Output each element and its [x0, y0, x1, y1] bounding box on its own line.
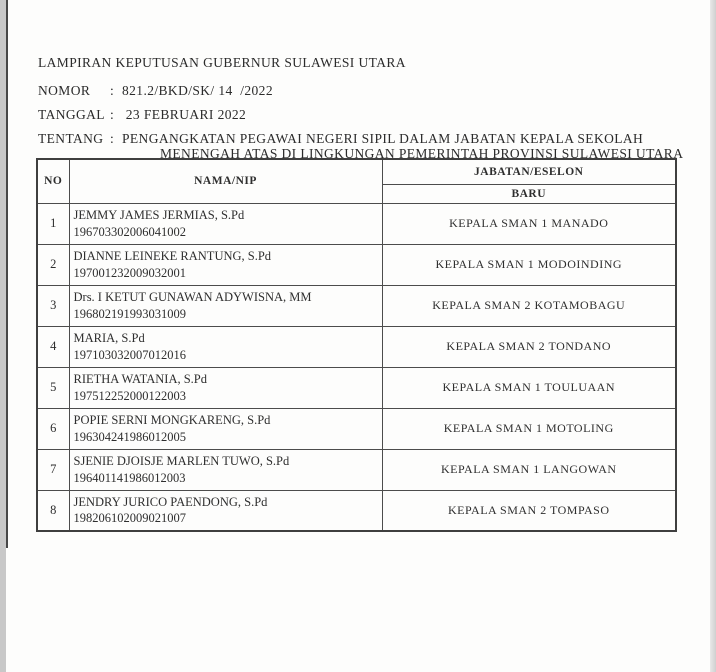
cell-no: 3: [37, 285, 69, 326]
cell-no: 6: [37, 408, 69, 449]
appointment-table-header: [37, 159, 676, 203]
meta-row-tentang: [38, 131, 686, 161]
cell-jabatan: KEPALA SMAN 2 TOMPASO: [382, 490, 676, 531]
meta-separator: :: [110, 83, 115, 98]
cell-jabatan: KEPALA SMAN 2 TONDANO: [382, 326, 676, 367]
meta-row-tanggal: [38, 107, 686, 122]
cell-no: 7: [37, 449, 69, 490]
column-header-no: NO: [37, 159, 69, 203]
nama-text: SJENIE DJOISJE MARLEN TUWO, S.Pd: [73, 454, 290, 469]
cell-no: 4: [37, 326, 69, 367]
cell-jabatan: KEPALA SMAN 1 MOTOLING: [382, 408, 676, 449]
nip-text: 197512252000122003: [73, 388, 186, 403]
table-row: [37, 244, 676, 285]
cell-no: 1: [37, 203, 69, 244]
table-row: [37, 285, 676, 326]
cell-nama-nip: [69, 490, 382, 531]
nip-text: 197001232009032001: [73, 265, 186, 280]
scan-left-edge-line: [6, 0, 8, 548]
nama-text: Drs. I KETUT GUNAWAN ADYWISNA, MM: [73, 290, 312, 305]
table-row: [37, 367, 676, 408]
nip-text: 197103032007012016: [73, 347, 186, 362]
cell-jabatan: KEPALA SMAN 1 MODOINDING: [382, 244, 676, 285]
scan-right-edge-strip: [710, 0, 716, 672]
cell-nama-nip: [69, 326, 382, 367]
tentang-line-1: PENGANGKATAN PEGAWAI NEGERI SIPIL DALAM JABATAN KEPALA SEKOLAH: [122, 131, 644, 146]
cell-nama-nip: [69, 285, 382, 326]
cell-nama-nip: [69, 449, 382, 490]
column-header-nama-nip: NAMA/NIP: [69, 159, 382, 203]
meta-row-nomor: [38, 83, 686, 98]
appointment-table-body: [37, 203, 676, 531]
cell-jabatan: KEPALA SMAN 1 TOULUAAN: [382, 367, 676, 408]
table-row: [37, 449, 676, 490]
cell-nama-nip: [69, 203, 382, 244]
meta-label-nomor: NOMOR: [38, 83, 91, 98]
tentang-line-2: MENENGAH ATAS DI LINGKUNGAN PEMERINTAH PROVINSI SULAWESI UTARA: [160, 146, 684, 161]
cell-no: 8: [37, 490, 69, 531]
table-row: [37, 203, 676, 244]
column-subheader-baru: BARU: [382, 184, 676, 203]
cell-nama-nip: [69, 408, 382, 449]
table-row: [37, 408, 676, 449]
nama-text: MARIA, S.Pd: [73, 331, 145, 346]
nama-text: DIANNE LEINEKE RANTUNG, S.Pd: [73, 249, 272, 264]
cell-nama-nip: [69, 367, 382, 408]
table-row: [37, 326, 676, 367]
meta-separator: :: [110, 131, 115, 146]
nip-text: 196802191993031009: [73, 306, 186, 321]
nip-text: 198206102009021007: [73, 511, 186, 526]
cell-jabatan: KEPALA SMAN 2 KOTAMOBAGU: [382, 285, 676, 326]
cell-jabatan: KEPALA SMAN 1 MANADO: [382, 203, 676, 244]
cell-no: 5: [37, 367, 69, 408]
table-row: [37, 490, 676, 531]
nama-text: POPIE SERNI MONGKARENG, S.Pd: [73, 413, 271, 428]
nama-text: JEMMY JAMES JERMIAS, S.Pd: [73, 208, 245, 223]
appointment-table: [36, 158, 677, 532]
nip-text: 196304241986012005: [73, 429, 186, 444]
nip-text: 196703302006041002: [73, 224, 186, 239]
document-title: LAMPIRAN KEPUTUSAN GUBERNUR SULAWESI UTARA: [38, 55, 406, 70]
nip-text: 196401141986012003: [73, 470, 186, 485]
document-header: [38, 55, 686, 161]
column-header-jabatan-eselon: JABATAN/ESELON: [382, 159, 676, 184]
meta-label-tanggal: TANGGAL: [38, 107, 105, 122]
meta-value-nomor: 821.2/BKD/SK/ 14 /2022: [122, 83, 273, 98]
nama-text: RIETHA WATANIA, S.Pd: [73, 372, 207, 387]
meta-value-tanggal: 23 FEBRUARI 2022: [122, 107, 247, 122]
meta-separator: :: [110, 107, 115, 122]
nama-text: JENDRY JURICO PAENDONG, S.Pd: [73, 495, 268, 509]
cell-nama-nip: [69, 244, 382, 285]
cell-jabatan: KEPALA SMAN 1 LANGOWAN: [382, 449, 676, 490]
meta-value-tentang: [122, 131, 683, 161]
cell-no: 2: [37, 244, 69, 285]
meta-label-tentang: TENTANG: [38, 131, 104, 146]
